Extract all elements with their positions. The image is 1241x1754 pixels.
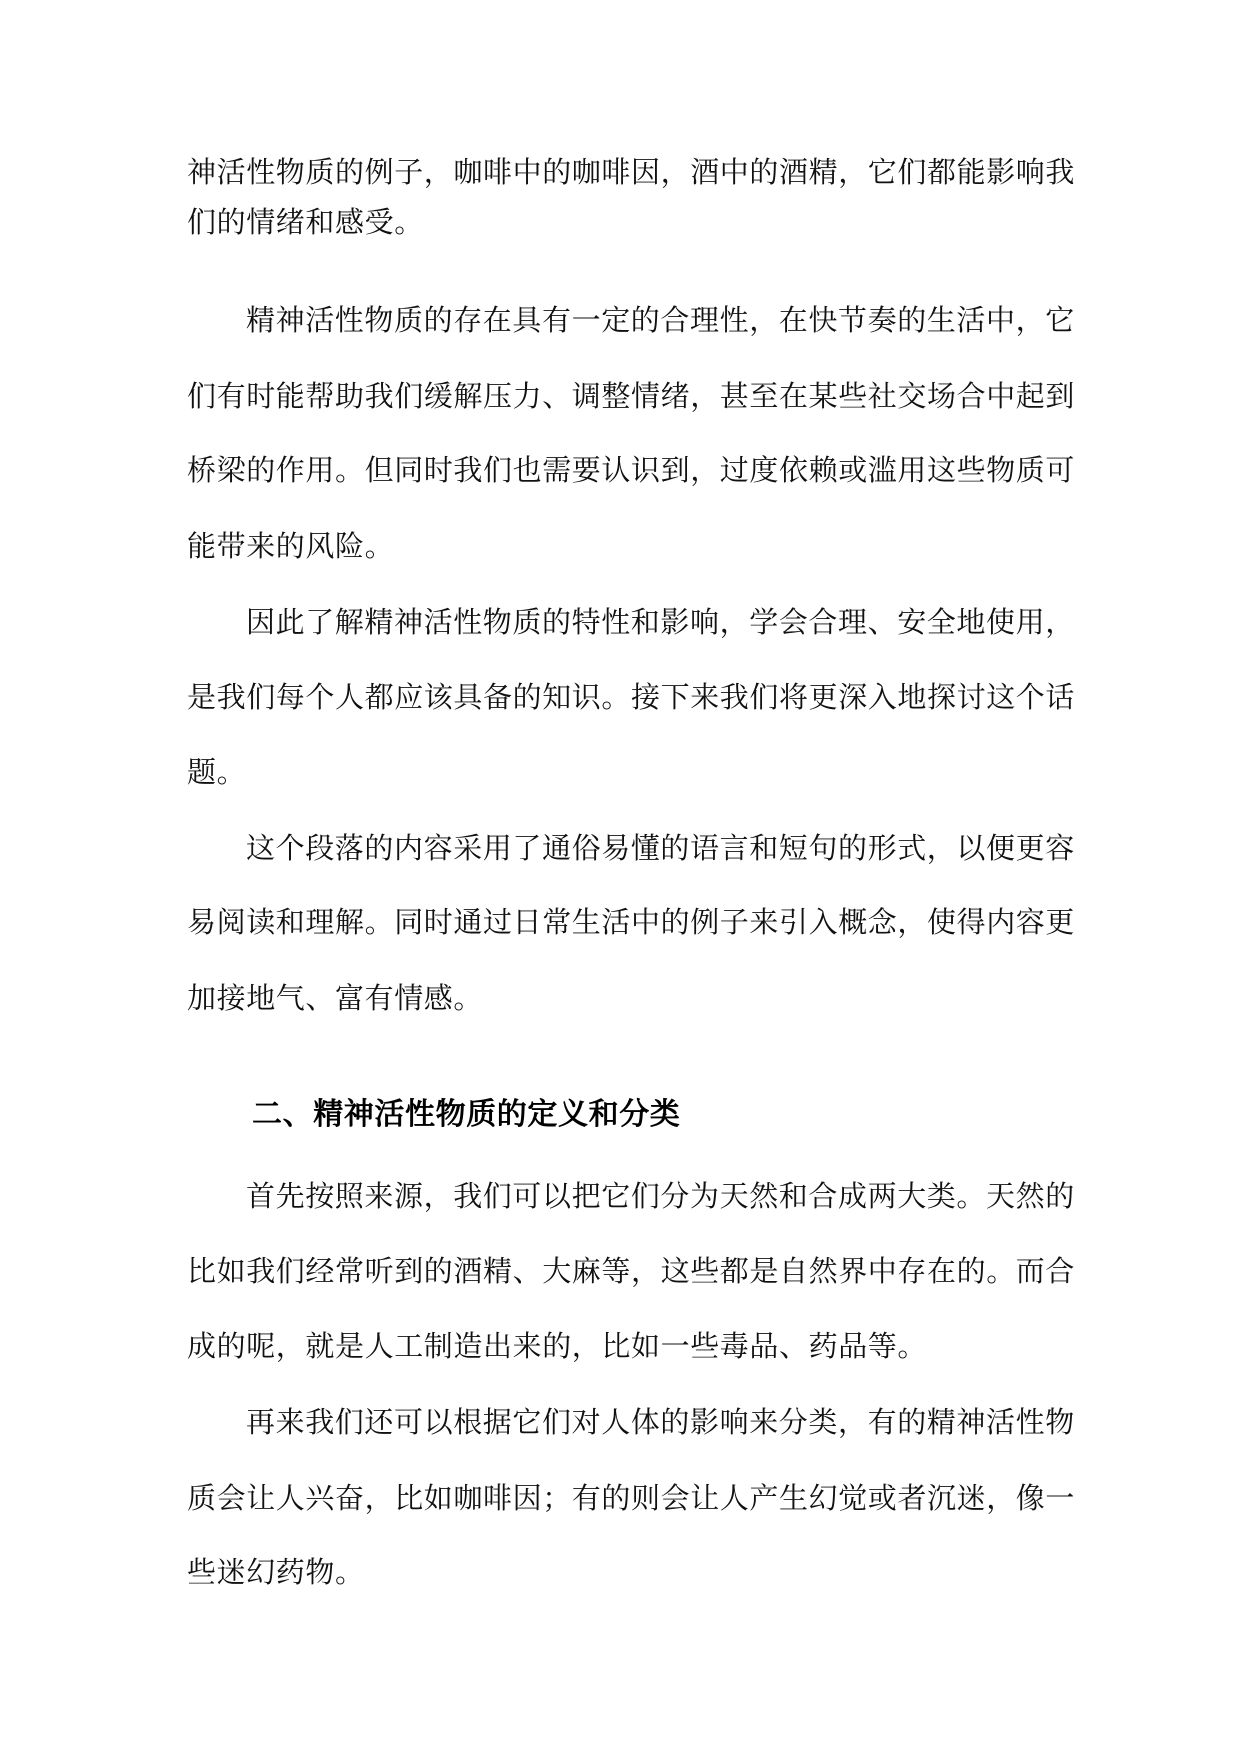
text-line: 些迷幻药物。 — [187, 1555, 365, 1589]
text-line: 这个段落的内容采用了通俗易懂的语言和短句的形式，以便更容 — [246, 831, 1075, 865]
text-line: 神活性物质的例子，咖啡中的咖啡因，酒中的酒精，它们都能影响我 — [187, 155, 1076, 189]
text-line: 是我们每个人都应该具备的知识。接下来我们将更深入地探讨这个话 — [187, 680, 1076, 714]
text-line: 比如我们经常听到的酒精、大麻等，这些都是自然界中存在的。而合 — [187, 1254, 1076, 1288]
text-line: 们有时能帮助我们缓解压力、调整情绪，甚至在某些社交场合中起到 — [187, 379, 1076, 413]
text-line: 质会让人兴奋，比如咖啡因；有的则会让人产生幻觉或者沉迷，像一 — [187, 1481, 1076, 1515]
text-line: 首先按照来源，我们可以把它们分为天然和合成两大类。天然的 — [246, 1179, 1075, 1213]
text-line: 易阅读和理解。同时通过日常生活中的例子来引入概念，使得内容更 — [187, 905, 1076, 939]
text-line: 精神活性物质的存在具有一定的合理性，在快节奏的生活中，它 — [246, 303, 1075, 337]
text-line: 们的情绪和感受。 — [187, 205, 424, 239]
text-line: 成的呢，就是人工制造出来的，比如一些毒品、药品等。 — [187, 1329, 928, 1363]
text-line: 加接地气、富有情感。 — [187, 981, 484, 1015]
text-line: 题。 — [187, 755, 247, 789]
text-line: 再来我们还可以根据它们对人体的影响来分类，有的精神活性物 — [246, 1405, 1075, 1439]
text-line: 桥梁的作用。但同时我们也需要认识到，过度依赖或滥用这些物质可 — [187, 453, 1076, 487]
text-line: 因此了解精神活性物质的特性和影响，学会合理、安全地使用， — [246, 605, 1075, 639]
section-heading: 二、精神活性物质的定义和分类 — [252, 1097, 681, 1132]
text-line: 能带来的风险。 — [187, 529, 395, 563]
